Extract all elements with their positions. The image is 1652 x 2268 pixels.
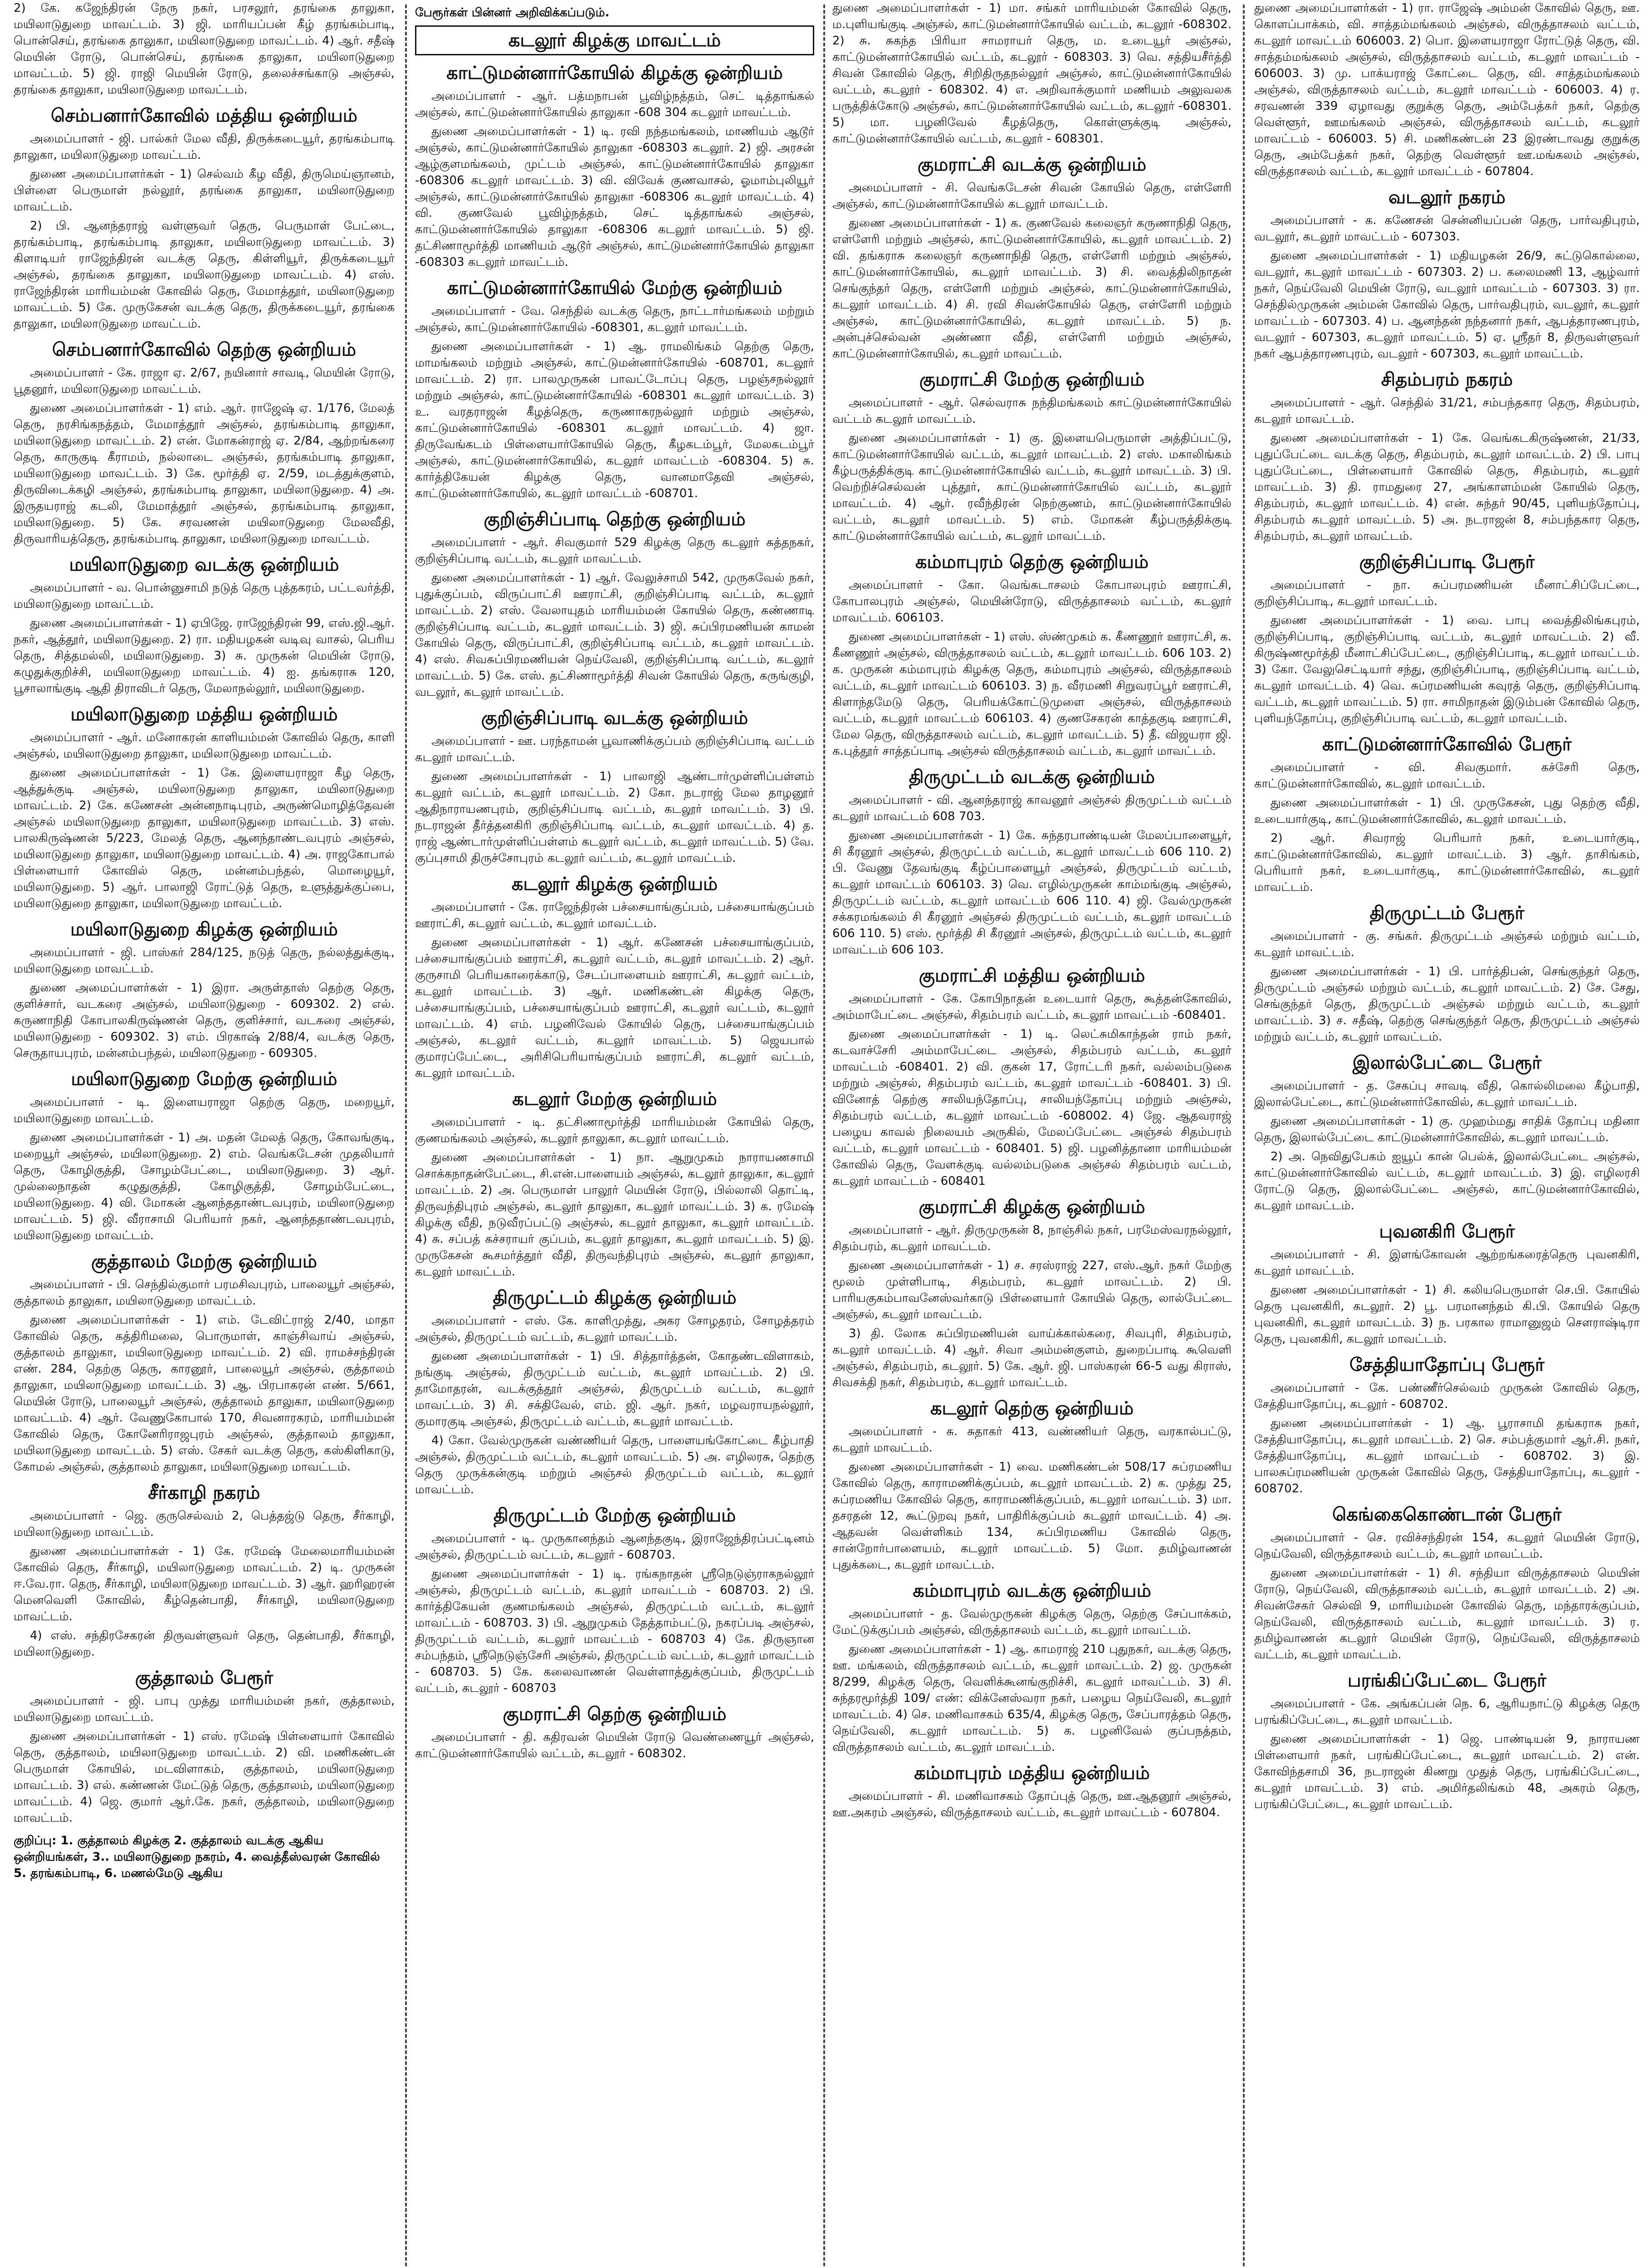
section-title: கம்மாபுரம் வடக்கு ஒன்றியம் [913, 1580, 1151, 1601]
section-paragraph: துணை அமைப்பாளர்கள் - 1) சி. சந்தியா விருத்தாசலம் மெயின் ரோடு, நெய்வேலி, விருத்தாசலம் வட்டம், கடலூர் மாவட்டம். 2) அ. சிவன்சேகர் செல்வி 9, மாரியம்மன் கோவில் தெரு, மந்தாரக்குப்பம், நெய்வேலி, விருத்தாசலம் வட்டம், கடலூர் மாவட்டம். 3) ர. தமிழ்வாணன் கடலூர் மெயின் ரோடு, நெய்வேலி, விருத்தாசலம் வட்டம், கடலூர் மாவட்டம். [1254, 1566, 1640, 1662]
section [14, 553, 395, 697]
footnote: குறிப்பு: 1. குத்தாலம் கிழக்கு 2. குத்தாலம் வடக்கு ஆகிய ஒன்றியங்கள், 3.. மயிலாடுதுறை நகரம், 4. வைத்தீஸ்வரன் கோவில் 5. தரங்கம்பாடி, 6. மணல்மேடு ஆகிய [14, 1834, 380, 1880]
section-paragraph: அமைப்பாளர் - நா. சுப்பரமணியன் மீனாட்சிப்பேட்டை, குறிஞ்சிப்பாடி, கடலூர் மாவட்டம். [1254, 578, 1640, 608]
section-title: திருமுட்டம் பேரூர் [1369, 903, 1525, 924]
section-paragraph: அமைப்பாளர் - டி. முருகானந்தம் ஆனந்தகுடி, இராஜேந்திரப்பட்டினம் அஞ்சல், திருமுட்டம் வட்டம், கடலூர் - 608703. [415, 1532, 814, 1562]
section-paragraph: துணை அமைப்பாளர்கள் - 1) டி. ரங்கநாதன் ஸ்ரீநெடுஞ்ராகநல்லூர் அஞ்சல், திருமுட்டம் வட்டம், கடலூர் மாவட்டம் - 608703. 2) பி. கார்த்திகேயன் குணமங்கலம் அஞ்சல், திருமுட்டம் வட்டம், கடலூர் மாவட்டம் - 608703. 3) பி. ஆறுமுகம் தேத்தாம்பட்டு, நகரப்படி அஞ்சல், திருமுட்டம் வட்டம், கடலூர் மாவட்டம் - 608703 4) கே. திருஞான சம்பந்தம், ஸ்ரீநெடுஞ்சேரி அஞ்சல், திருமுட்டம் வட்டம், கடலூர் மாவட்டம் - 608703. 5) கே. கலைவாணன் வெள்ளாத்துக்குப்பம், திருமுட்டம் வட்டம், கடலூர் - 608703 [415, 1567, 814, 1695]
section-paragraph: அமைப்பாளர் - கே. பண்ணீர்செல்வம் முருகன் கோவில் தெரு, சேத்தியாதோப்பு, கடலூர் - 608702. [1254, 1381, 1640, 1411]
column-divider [823, 5, 825, 2268]
section-title: கம்மாபுரம் மத்திய ஒன்றியம் [914, 1763, 1150, 1784]
section [14, 1250, 395, 1475]
section-title: கெங்கைகொண்டான் பேரூர் [1332, 1504, 1562, 1525]
section [14, 1667, 395, 1826]
section-paragraph: துணை அமைப்பாளர்கள் - 1) ஏபிஜே. ராஜேந்திரன் 99, எஸ்.ஜி.ஆர். நகர், ஆத்தூர், மயிலாடுதுறை. 2) ரா. மதியழகன் வடிவு வாசல், பெரிய தெரு, சித்தமல்லி, மயிலாடுதுறை. 3) சு. முருகன் மெயின் ரோடு, கழுதுக்குறிச்சி, மயிலாடுதுறை மாவட்டம். 4) ஐ. தங்கராசு 120, பூசாலாங்குடி ஆதி திராவிடர் தெரு, மேலாநல்லூர், மயிலாடுதுறை. [14, 616, 395, 695]
section-title: செம்பனார்கோவில் தெற்கு ஒன்றியம் [52, 339, 357, 360]
section [1254, 186, 1640, 362]
section [415, 1088, 814, 1280]
section [1254, 1220, 1640, 1347]
section-paragraph: 2) அ. நெவிதுபேகம் ஐயூப் கான் பெல்க், இலால்பேட்டை அஞ்சல், காட்டுமன்னார்கோவில் வட்டம், கடலூர் மாவட்டம். 3) இ. எழிலரசி ரோட்டு தெரு, இலால்பேட்டை அஞ்சல், காட்டுமன்னார்கோவில், கடலூர் மாவட்டம். [1254, 1150, 1640, 1212]
section-title: குத்தாலம் பேரூர் [135, 1667, 274, 1688]
section [415, 1286, 814, 1498]
section [832, 551, 1232, 759]
section [415, 1703, 814, 1762]
section-paragraph: அமைப்பாளர் - ஆர். மனோகரன் காளியம்மன் கோவில் தெரு, காளி அஞ்சல், மயிலாடுதுறை தாலுகா, மயிலாடுதுறை மாவட்டம். [14, 731, 395, 761]
section-paragraph: அமைப்பாளர் - ஆர். சிவகுமார் 529 கிழக்கு தெரு கடலூர் சுத்தநகர், குறிஞ்சிப்பாடி வட்டம், கடலூர் மாவட்டம். [415, 536, 814, 566]
section-paragraph: துணை அமைப்பாளர்கள் - 1) அ. மதன் மேலத் தெரு, கோவங்குடி, மறையூர் அஞ்சல், மயிலாடுதுறை. 2) எம். வெங்கடேசன் முதலியார் தெரு, கோழிகுத்தி, சோழம்பேட்டை, மயிலாடுதுறை. 3) ஆர். முல்லைநாதன் கழுதுகுத்தி, கோழிகுத்தி, சோழம்பேட்டை, மயிலாடுதுறை. 4) வி. மோகன் ஆனந்ததாண்டவபுரம், மயிலாடுதுறை மாவட்டம். 5) ஜி. வீராசாமி பெரியார் நகர், ஆனந்ததாண்டவபுரம், மயிலாடுதுறை மாவட்டம். [14, 1131, 395, 1242]
section [1254, 733, 1640, 895]
section-paragraph: துணை அமைப்பாளர்கள் - 1) பி. சித்தார்த்தன், கோதண்டவிளாகம், நங்குடி அஞ்சல், திருமுட்டம் வட்டம், கடலூர் மாவட்டம். 2) பி. தாமோதரன், வடக்குத்தூர் அஞ்சல், திருமுட்டம் வட்டம், கடலூர் மாவட்டம். 3) சி. சக்திவேல், எம். ஜி. ஆர். நகர், மழவராயநல்லூர், குமாரகுடி அஞ்சல், திருமுட்டம் வட்டம், கடலூர் மாவட்டம். [415, 1349, 814, 1428]
section-paragraph: துணை அமைப்பாளர்கள் - 1) செல்வம் கீழ வீதி, திருமெய்ஞானம், பிள்ளை பெருமாள் நல்லூர், தரங்கை தாலுகா, மயிலாடுதுறை மாவட்டம். [14, 167, 395, 214]
section-paragraph: அமைப்பாளர் - ஊ. பரந்தாமன் பூவாணிக்குப்பம் குறிஞ்சிப்பாடி வட்டம் கடலூர் மாவட்டம். [415, 734, 814, 764]
section [1254, 1051, 1640, 1214]
section-paragraph: அமைப்பாளர் - கே. ராஜா ஏ. 2/67, நயினார் சாவடி, மெயின் ரோடு, பூதனூர், மயிலாடுதுறை மாவட்டம். [14, 366, 395, 396]
section-paragraph: துணை அமைப்பாளர்கள் - 1) மதியழகன் 26/9, சுட்டுகொல்லை, வடலூர், கடலூர் மாவட்டம் - 607303. 2) ப. கலைமணி 13, ஆழ்வார் நகர், நெய்வேலி மெயின் ரோடு, வடலூர் மாவட்டம் - 607303. 3) ரா. செந்தில்முருகன் அம்மன் கோவில் தெரு, பார்வதிபுரம், வடலூர், கடலூர் மாவட்டம் - 607303. 4) ப. ஆனந்தன் நந்தனார் நகர், ஆபத்தாரணபுரம், வடலூர் - 607303, கடலூர் மாவட்டம். 5) ஏ. ஸ்ரீதர் 8, திருவள்ளுவர் நகர் ஆபத்தாரணபுரம், வடலூர் - 607303, கடலூர் மாவட்டம். [1254, 249, 1640, 361]
section-title: புவனகிரி பேரூர் [1379, 1221, 1515, 1242]
section-paragraph: அமைப்பாளர் - வி. சிவகுமார். கச்சேரி தெரு, காட்டுமன்னார்கோவில், கடலூர் மாவட்டம். [1254, 761, 1640, 791]
section-title: பரங்கிப்பேட்டை பேரூர் [1347, 1670, 1547, 1691]
section-paragraph: துணை அமைப்பாளர்கள் - 1) எம். ஆர். ராஜேஷ் ஏ. 1/176, மேலத் தெரு, நரசிங்கநத்தம், மேமாத்தூர் அஞ்சல், தரங்கம்பாடி தாலுகா, மயிலாடுதுறை மாவட்டம். 2) என். மோகன்ராஜ் ஏ. 2/84, ஆற்றங்கரை தெரு, காருகுடி கீராமம், நல்லாடை அஞ்சல், தரங்கம்பாடி தாலுகா, மயிலாடுதுறை மாவட்டம். 3) கே. மூர்த்தி ஏ. 2/59, மடத்துக்குளம், திருவிடைக்கழி அஞ்சல், தரங்கம்பாடி தாலுகா, மயிலாடுதுறை. 4) அ. இருதயராஜ் கடலி, மேமாத்தூர் அஞ்சல், தரங்கம்பாடி தாலுகா, மயிலாடுதுறை. 5) கே. சரவணன் மயிலாடுதுறை மேலவீதி, திருவாரியத்தெரு, தரங்கம்பாடி தாலுகா, மயிலாடுதுறை மாவட்டம். [14, 401, 395, 546]
column-3 [832, 0, 1232, 2268]
section-paragraph: துணை அமைப்பாளர்கள் - 1) ஆ. காமராஜ் 210 புதுநகர், வடக்கு தெரு, ஊ. மங்கலம், விருத்தாசலம் வட்டம், கடலூர் மாவட்டம். 2) ஜ. முருகன் 8/299, கிழக்கு தெரு, வெளிக்கூனங்குறிச்சி, கடலூர் மாவட்டம். 3) சி. சுந்தரமூர்த்தி 109/ எண்: விக்னேஸ்வரா நகர், பழைய நெய்வேலி, கடலூர் மாவட்டம். 4) செ. மணிவாசகம் 635/4, கிழக்கு தெரு, சேப்பாரத்தம் தெரு, நெய்வேலி, கடலூர் மாவட்டம். 5) க. பழனிவேல் குப்பநத்தம், விருத்தாசலம் வட்டம், கடலூர் மாவட்டம். [832, 1642, 1232, 1754]
section-paragraph: துணை அமைப்பாளர்கள் - 1) இரா. அருள்தாஸ் தெற்கு தெரு, குளிச்சார், வடகரை அஞ்சல், மயிலாடுதுறை - 609302. 2) எல். கருணாநிதி கோபாலகிருஷ்ணன் தெரு, குளிச்சார், வடகரை அஞ்சல், மயிலாடுதுறை - 609302. 3) எம். பிரகாஷ் 2/88/4, வடக்கு தெரு, செருதாயபுரம், மன்னம்பந்தல், மயிலாடுதுறை - 609305. [14, 981, 395, 1060]
section-paragraph: 2) கே. கஜேந்திரன் நேரு நகர், பரசலூர், தரங்கை தாலுகா, மயிலாடுதுறை மாவட்டம். 3) ஜி. மாரியப்பன் கீழ் தரங்கம்பாடி, பொன்செய், தரங்கை தாலுகா, மயிலாடுதுறை மாவட்டம். 4) ஆர். சதீஷ் மெயின் ரோடு, பொன்செய், தரங்கை தாலுகா, மயிலாடுதுறை மாவட்டம். 5) ஜி. ராஜி மெயின் ரோடு, தலைச்சங்காடு அஞ்சல், தரங்கை தாலுகா, மயிலாடுதுறை மாவட்டம். [14, 1, 395, 97]
section-paragraph: துணை அமைப்பாளர்கள் - 1) கு. இளையபெருமாள் அத்திப்பட்டு, காட்டுமன்னார்கோயில் வட்டம், கடலூர் மாவட்டம். 2) எஸ். மகாலிங்கம் கீழ்பருத்திக்குடி காட்டுமன்னார்கோயில் வட்டம், கடலூர் மாவட்டம். 3) பி. வெற்றிச்செல்வன் புத்தூர், காட்டுமன்னார்கோயில் வட்டம், கடலூர் மாவட்டம். 4) ஆர். ரவீந்திரன் நெற்குணம், காட்டுமன்னார்கோயில் வட்டம், கடலூர் மாவட்டம். 5) எம். மோகன் கீழ்பருத்திக்குடி காட்டுமன்னார்கோயில் வட்டம், கடலூர் மாவட்டம். [832, 431, 1232, 543]
section-paragraph: துணை அமைப்பாளர்கள் - 1) கே. வெங்கடகிருஷ்ணன், 21/33, புதுப்பேட்டை வடக்கு தெரு, சிதம்பரம், கடலூர் மாவட்டம். 2) பி. பாபு புதுப்பேட்டை, பிள்ளையார் கோவில் தெரு, சிதம்பரம், கடலூர் மாவட்டம். 3) தி. ராமதுரை 27, அங்காளம்மன் கோயில் தெரு, சிதம்பரம், கடலூர் மாவட்டம். 4) என். சுந்தர் 90/45, புளியந்தோப்பு, சிதம்பரம் கடலூர் மாவட்டம். 5) அ. நடராஜன் 8, சம்பந்தகார தெரு, சிதம்பரம், கடலூர் மாவட்டம். [1254, 431, 1640, 543]
section-paragraph: அமைப்பாளர் - கே. ராஜேந்திரன் பச்சையாங்குப்பம், பச்சையாங்குப்பம் ஊராட்சி, கடலூர் வட்டம், கடலூர் மாவட்டம். [415, 900, 814, 930]
section-paragraph: அமைப்பாளர் - டி. இளையராஜா தெற்கு தெரு, மறையூர், மயிலாடுதுறை மாவட்டம். [14, 1095, 395, 1125]
section-paragraph: துணை அமைப்பாளர்கள் - 1) ஆ. ராமலிங்கம் தெற்கு தெரு, மாமங்கலம் மற்றும் அஞ்சல், காட்டுமன்னார்கோயில் -608701, கடலூர் மாவட்டம். 2) ரா. பாலமுருகன் பாவட்டோப்பு தெரு, பழஞ்சநல்லூர் மற்றும் அஞ்சல், காட்டுமன்னார்கோயில் -608301 கடலூர் மாவட்டம். 3) உ. வரதராஜன் கீழத்தெரு, கருணாகரநல்லூர் மற்றும் அஞ்சல், காட்டுமன்னார்கோயில் -608301 கடலூர் மாவட்டம். 4) ஜா. திருவேங்கடம் பிள்ளையார்கோயில் தெரு, கீழகடம்பூர், மேலகடம்பூர் அஞ்சல், காட்டுமன்னார்கோயில், கடலூர் மாவட்டம் -608304. 5) சு. கார்த்திகேயன் கிழக்கு தெரு, வானமாதேவி அஞ்சல், காட்டுமன்னார்கோயில், கடலூர் மாவட்டம் -608701. [415, 340, 814, 500]
section [832, 368, 1232, 544]
section [1254, 1354, 1640, 1497]
section-title: இலால்பேட்டை பேரூர் [1352, 1052, 1542, 1073]
section-title: கம்மாபுரம் தெற்கு ஒன்றியம் [915, 552, 1149, 572]
section-paragraph: அமைப்பாளர் - பி. செந்தில்குமார் பரமசிவபுரம், பாலையூர் அஞ்சல், குத்தாலம் தாலுகா, மயிலாடுதுறை மாவட்டம். [14, 1278, 395, 1308]
section [415, 1504, 814, 1696]
section-paragraph: துணை அமைப்பாளர்கள் - 1) கே. சுந்தரபாண்டியன் மேலப்பாளையூர், சி கீரனூர் அஞ்சல், திருமுட்டம் வட்டம், கடலூர் மாவட்டம் 606 110. 2) பி. வேணு தேவங்குடி கீழ்ப்பாளையூர் அஞ்சல், திருமுட்டம் வட்டம், கடலூர் மாவட்டம் 606103. 3) வெ. எழில்முருகன் காம்மங்குடி அஞ்சல், திருமுட்டம் வட்டம், கடலூர் மாவட்டம் 606 110. 4) ஜி. வேல்முருகன் சக்கரமங்கலம் சி கீரனூர் அஞ்சல் திருமுட்டம் வட்டம், கடலூர் மாவட்டம் 606 110. 5) எஸ். மூர்த்தி சி கீரனூர் அஞ்சல், திருமுட்டம் வட்டம், கடலூர் மாவட்டம் 606 103. [832, 829, 1232, 957]
section [14, 338, 395, 547]
section [14, 1068, 395, 1244]
section [832, 1579, 1232, 1755]
section [1254, 902, 1640, 1045]
column-1 [14, 0, 395, 2268]
section [14, 0, 395, 98]
district-header: கடலூர் கிழக்கு மாவட்டம் [415, 25, 814, 55]
top-note: பேரூர்கள் பின்னர் அறிவிக்கப்படும். [415, 6, 610, 20]
section-paragraph: அமைப்பாளர் - ஆர். திருமுருகன் 8, நாஞ்சில் நகர், பரமேஸ்வரநல்லூர், சிதம்பரம், கடலூர் மாவட்டம். [832, 1223, 1232, 1253]
section-paragraph: துணை அமைப்பாளர்கள் - 1) ஆர். வேலுச்சாமி 542, முருகவேல் நகர், புதுக்குப்பம், விருப்பாட்சி ஊராட்சி, குறிஞ்சிப்பாடி வட்டம், கடலூர் மாவட்டம். 2) எஸ். வேலாயுதம் மாரியம்மன் கோயில் தெரு, கண்ணாடி குறிஞ்சிப்பாடி வட்டம், கடலூர் மாவட்டம். 3) ஜி. சுப்பிரமணியன் காமன் கோயில் தெரு, விருப்பாட்சி, குறிஞ்சிப்பாடி வட்டம், கடலூர் மாவட்டம். 4) எஸ். சிவசுப்பிரமணியன் நெய்வேலி, குறிஞ்சிப்பாடி வட்டம், கடலூர் மாவட்டம். 5) கே. எஸ். தட்சிணாமூர்த்தி சிவன் கோயில் தெரு, கருங்குழி, வடலூர், கடலூர் மாவட்டம். [415, 571, 814, 699]
section-paragraph: 2) பி. ஆனந்தராஜ் வள்ளுவர் தெரு, பெருமாள் பேட்டை, தரங்கம்பாடி, தரங்கம்பாடி தாலுகா, மயிலாடுதுறை மாவட்டம். 3) கிளாடியர் ராஜேந்திரன் வடக்கு தெரு, கிள்ளியூர், திருக்கடையூர் அஞ்சல், தரங்கை தாலுகா, மயிலாடுதுறை மாவட்டம். 4) எஸ். ராஜேந்திரன் மாரியம்மன் கோவில் தெரு, மேமாத்தூர், மயிலாடுதுறை மாவட்டம். 5) கே. முருகேசன் வடக்கு தெரு, திருக்கடையூர், தரங்கை தாலுகா, மயிலாடுதுறை மாவட்டம். [14, 219, 395, 331]
section [1254, 551, 1640, 727]
section-paragraph: அமைப்பாளர் - கே. அங்கப்பன் நெ. 6, ஆரியநாட்டு கிழக்கு தெரு பரங்கிப்பேட்டை, கடலூர் மாவட்டம். [1254, 1697, 1640, 1727]
section-paragraph: அமைப்பாளர் - ஜி. பாபு முத்து மாரியம்மன் நகர், குத்தாலம், மயிலாடுதுறை மாவட்டம். [14, 1694, 395, 1724]
column-divider [405, 5, 407, 2268]
section [832, 1196, 1232, 1391]
section [832, 1762, 1232, 1821]
column-divider [1243, 5, 1245, 2268]
section-title: மயிலாடுதுறை கிழக்கு ஒன்றியம் [70, 919, 338, 940]
section-paragraph: அமைப்பாளர் - ஆர். செல்வராசு நந்திமங்கலம் காட்டுமன்னார்கோயில் வட்டம் கடலூர் மாவட்டம். [832, 396, 1232, 426]
section-title: காட்டுமன்னார்கோயில் மேற்கு ஒன்றியம் [447, 278, 782, 298]
section-paragraph: அமைப்பாளர் - சி. இளங்கோவன் ஆற்றங்கரைத்தெரு புவனகிரி, கடலூர் மாவட்டம். [1254, 1248, 1640, 1278]
section-title: வடலூர் நகரம் [1388, 187, 1505, 208]
column-2 [415, 0, 814, 2268]
section [1254, 1503, 1640, 1663]
section-paragraph: அமைப்பாளர் - த. சேகப்பு சாவடி வீதி, கொல்லிமலை கீழ்பாதி, இலால்பேட்டை, காட்டுமன்னார்கோவில், கடலூர் மாவட்டம். [1254, 1079, 1640, 1109]
section [415, 62, 814, 270]
section-paragraph: துணை அமைப்பாளர்கள் - 1) பாலாஜி ஆண்டார்முள்ளிப்பள்ளம் கடலூர் வட்டம், கடலூர் மாவட்டம். 2) கோ. நடராஜ் மேல தாழனூர் ஆதிநாராயணபுரம், குறிஞ்சிப்பாடி வட்டம், கடலூர் மாவட்டம். 3) பி. நடராஜன் தீர்த்தனகிரி குறிஞ்சிப்பாடி வட்டம், கடலூர் மாவட்டம். 4) த. ராஜ் ஆண்டார்முள்ளிப்பள்ளம் கடலூர் வட்டம், கடலூர் மாவட்டம். 5) வே. குப்புசாமி திருச்சோபுரம் கடலூர் வட்டம், கடலூர் மாவட்டம். [415, 770, 814, 865]
section-title: கடலூர் மேற்கு ஒன்றியம் [512, 1089, 717, 1110]
section [1254, 368, 1640, 544]
section-paragraph: துணை அமைப்பாளர்கள் - 1) எம். டேவிட்ராஜ் 2/40, மாதா கோவில் தெரு, கத்திரிமலை, பொருமாள், காஞ்சிவாய் அஞ்சல், குத்தாலம் தாலுகா, மயிலாடுதுறை மாவட்டம். 2) வி. ராமச்சந்திரன் எண். 284, தெற்கு தெரு, காரனூர், பாலையூர் அஞ்சல், குத்தாலம் தாலுகா, மயிலாடுதுறை மாவட்டம். 3) ஆ. பிரபாகரன் எண். 5/661, மெயின் ரோடு, பாலையூர் அஞ்சல், குத்தாலம் தாலுகா, மயிலாடுதுறை மாவட்டம். 4) ஆர். வேணுகோபால் 170, சிவனாரகரம், மாரியம்மன் கோவில் தெரு, கோனேரிராஜபுரம் அஞ்சல், குத்தாலம் தாலுகா, மயிலாடுதுறை மாவட்டம். 5) எஸ். சேகர் வடக்கு தெரு, கஸ்கிளிகாடு, கோமல் அஞ்சல், குத்தாலம் தாலுகா, மயிலாடுதுறை மாவட்டம். [14, 1313, 395, 1474]
section [832, 1397, 1232, 1573]
section-paragraph: அமைப்பாளர் - டி. தட்சிணாமூர்த்தி மாரியம்மன் கோயில் தெரு, குணமங்கலம் அஞ்சல், கடலூர் தாலுகா, கடலூர் மாவட்டம். [415, 1115, 814, 1145]
section-paragraph: 4) எஸ். சந்திரசேகரன் திருவள்ளுவர் தெரு, தென்பாதி, சீர்காழி, மயிலாடுதுறை. [14, 1629, 395, 1659]
section [14, 1481, 395, 1660]
section-paragraph: துணை அமைப்பாளர்கள் - 1) டி. ரவி நந்தமங்கலம், மாணியம் ஆடூர் அஞ்சல், காட்டுமன்னார்கோயில் தாலுகா -608303 கடலூர். 2) ஜி. அரசன் ஆழ்குளமங்கலம், முட்டம் அஞ்சல், காட்டுமன்னார்கோயில் தாலுகா -608306 கடலூர் மாவட்டம். 3) வி. விவேக் குணவாசல், ஓமாம்புலியூர் அஞ்சல், காட்டுமன்னார்கோயில் தாலுகா -608306 கடலூர் மாவட்டம். 4) வி. குணவேல் பூவிழ்நத்தம், செட் டித்தாங்கல் அஞ்சல், காட்டுமன்னார்கோயில் தாலுகா -608306 கடலூர் மாவட்டம். 5) ஜி. தட்சிணாமூர்த்தி மாணியம் ஆடூர் அஞ்சல், காட்டுமன்னார்கோயில் தாலுகா -608303 கடலூர் மாவட்டம். [415, 125, 814, 269]
section [832, 766, 1232, 958]
section-title: குறிஞ்சிப்பாடி தெற்கு ஒன்றியம் [484, 509, 746, 530]
section-paragraph: துணை அமைப்பாளர்கள் - 1) பி. பார்த்திபன், செங்குந்தர் தெரு, திருமுட்டம் அஞ்சல் மற்றும் வட்டம், கடலூர் மாவட்டம். 2) சே. சேது, செங்குந்தர் தெரு, திருமுட்டம் அஞ்சல் மற்றும் வட்டம், கடலூர் மாவட்டம். 3) ச. சதீஷ், தெற்கு செங்குந்தர் தெரு, திருமுட்டம் அஞ்சல் மற்றும் வட்டம், கடலூர் மாவட்டம். [1254, 965, 1640, 1044]
section-title: குறிஞ்சிப்பாடி வடக்கு ஒன்றியம் [481, 708, 748, 728]
section [1254, 1669, 1640, 1813]
section-paragraph: அமைப்பாளர் - எஸ். கே. காளிமுத்து, அகர சோழதரம், சோழத்தரம் அஞ்சல், திருமுட்டம் வட்டம், கடலூர் மாவட்டம். [415, 1314, 814, 1344]
section-title: குத்தாலம் மேற்கு ஒன்றியம் [91, 1251, 317, 1272]
section-paragraph: அமைப்பாளர் - ஆர். செந்தில் 31/21, சம்பந்தகார தெரு, சிதம்பரம், கடலூர் மாவட்டம். [1254, 396, 1640, 426]
section-paragraph: அமைப்பாளர் - கே. கோபிநாதன் உடையார் தெரு, கூத்தன்கோவில், அம்மாபேட்டை அஞ்சல், சிதம்பரம் வட்டம், கடலூர் மாவட்டம் -608401. [832, 992, 1232, 1022]
section-title: கடலூர் தெற்கு ஒன்றியம் [930, 1398, 1134, 1419]
section-paragraph: துணை அமைப்பாளர்கள் - 1) வை. மணிகண்டன் 508/17 சுப்ரமணிய கோவில் தெரு, காராமணிக்குப்பம், கடலூர் மாவட்டம். 2) க. முத்து 25, சுப்ரமணிய கோவில் தெரு, காராமணிக்குப்பம், கடலூர் மாவட்டம். 3) மா. தசரதன் 12, கூட்டுறவு நகர், பாதிரிக்குப்பம் கடலூர் மாவட்டம். 4) அ. ஆதவன் வெள்ளிகம் 134, சுப்பிரமணிய கோவில் தெரு, சான்றோர்பாளையம், கடலூர் மாவட்டம். 5) மோ. தமிழ்வாணன் புதுக்கடை, கடலூர் மாவட்டம். [832, 1460, 1232, 1572]
section [415, 277, 814, 502]
column-4 [1254, 0, 1640, 2268]
section-title: மயிலாடுதுறை மத்திய ஒன்றியம் [70, 704, 338, 725]
section-paragraph: துணை அமைப்பாளர்கள் - 1) ஆர். கணேசன் பச்சையாங்குப்பம், பச்சையாங்குப்பம் ஊராட்சி, கடலூர் வட்டம், கடலூர் மாவட்டம். 2) ஆர். குருசாமி பெரியகாரைக்காடு, சேடப்பாளையம் ஊராட்சி, கடலூர் வட்டம், கடலூர் மாவட்டம். 3) ஆர். மணிகண்டன் கிழக்கு தெரு, பச்சையாங்குப்பம், பச்சையாங்குப்பம் ஊராட்சி, கடலூர் வட்டம், கடலூர் மாவட்டம். 4) எம். பழனிவேல் கோயில் தெரு, பச்சையாங்குப்பம் அஞ்சல், கடலூர் வட்டம், கடலூர் மாவட்டம். 5) ஜெயபால் குமாரப்பேட்டை, அரிசிபெரியாங்குப்பம் ஊராட்சி, கடலூர் வட்டம், கடலூர் மாவட்டம். [415, 936, 814, 1080]
section-paragraph: துணை அமைப்பாளர்கள் - 1) எஸ். ஸ்ண்முகம் க. கீணணூர் ஊராட்சி, க. கீணணூர் அஞ்சல், விருத்தாசலம் வட்டம், கடலூர் மாவட்டம். 606 103. 2) க. முருகன் கம்மாபுரம் கிழக்கு தெரு, கம்மாபுரம் அஞ்சல், விருத்தாசலம் வட்டம், கடலூர் மாவட்டம் 606103. 3) ந. வீரமணி சிறுவரப்பூர் ஊராட்சி, கிளாந்தமேடு தெரு, பெரியக்கோட்டுமுளை அஞ்சல், விருத்தாசலம் வட்டம், கடலூர் மாவட்டம் 606103. 4) குணசேகரன் காத்தகுடி ஊராட்சி, மேல தெரு, விருத்தாசலம் வட்டம், கடலூர் மாவட்டம். 5) தீ. விஜயரா ஜி. க.புத்தூர் சாத்தப்பாடி அஞ்சல் விருத்தாசலம் வட்டம், கடலூர் மாவட்டம். [832, 630, 1232, 758]
section-paragraph: 3) தி. லோக சுப்பிரமணியன் வாய்க்கால்கரை, சிவபுரி, சிதம்பரம், கடலூர் மாவட்டம். 4) ஆர். சிவா அம்மன்குளம், துறைப்பாடி கூவெளி அஞ்சல், சிதம்பரம், கடலூர். 5) கே. ஆர். ஜி. பாஸ்கரன் 66-5 வது கிராஸ், சிவசக்தி நகர், சிதம்பரம், கடலூர் மாவட்டம். [832, 1327, 1232, 1389]
section-title: குமராட்சி மத்திய ஒன்றியம் [919, 965, 1145, 986]
section [832, 964, 1232, 1189]
section-title: குமராட்சி தெற்கு ஒன்றியம் [503, 1704, 727, 1725]
section [14, 918, 395, 1061]
section-paragraph: அமைப்பாளர் - செ. ரவிச்சந்திரன் 154, கடலூர் மெயின் ரோடு, நெய்வேலி, விருத்தாசலம் வட்டம், கடலூர் மாவட்டம். [1254, 1531, 1640, 1561]
section-title: கடலூர் கிழக்கு ஒன்றியம் [511, 874, 718, 894]
section-paragraph: அமைப்பாளர் - ஜி. பால்கர் மேல வீதி, திருக்கடையூர், தரங்கம்பாடி தாலுகா, மயிலாடுதுறை மாவட்டம். [14, 132, 395, 162]
section-paragraph: அமைப்பாளர் - சி. வெங்கடேசன் சிவன் கோயில் தெரு, எள்ளேரி அஞ்சல், காட்டுமன்னார்கோயில் கடலூர் மாவட்டம். [832, 181, 1232, 211]
section-paragraph: துணை அமைப்பாளர்கள் - 1) ச. சரஸ்ராஜ் 227, எஸ்.ஆர். நகர் மேற்கு மூலம் முள்ளிபாடி, சிதம்பரம், கடலூர் மாவட்டம். 2) பி. பாரியகுகம்பாவனேஸ்வர்காடு பிள்ளையார் கோயில் தெரு, லால்பேட்டை அஞ்சல், கடலூர் மாவட்டம். [832, 1259, 1232, 1321]
section [415, 508, 814, 700]
section-paragraph: துணை அமைப்பாளர்கள் - 1) ஜெ. பாண்டியன் 9, நாராயண பிள்ளையார் நகர், பரங்கிப்பேட்டை, கடலூர் மாவட்டம். 2) என். கோவிந்தசாமி 36, நடராஜன் கிணறு முதுத் தெரு, பரங்கிப்பேட்டை, கடலூர் மாவட்டம். 3) எம். அமிர்தலிங்கம் 48, அகரம் தெரு, பரங்கிப்பேட்டை, கடலூர் மாவட்டம். [1254, 1732, 1640, 1811]
section-paragraph: அமைப்பாளர் - கோ. வெங்கடாசலம் கோபாலபுரம் ஊராட்சி, கோபாலபுரம் அஞ்சல், மெயின்ரோடு, விருத்தாசலம் வட்டம், கடலூர் மாவட்டம். 606103. [832, 578, 1232, 625]
section-title: மயிலாடுதுறை மேற்கு ஒன்றியம் [71, 1069, 337, 1090]
section-title: குமராட்சி வடக்கு ஒன்றியம் [917, 154, 1147, 175]
section-title: மயிலாடுதுறை வடக்கு ஒன்றியம் [69, 554, 339, 575]
section [415, 873, 814, 1081]
section-title: காட்டுமன்னார்கோயில் கிழக்கு ஒன்றியம் [446, 63, 783, 83]
section-paragraph: துணை அமைப்பாளர்கள் - 1) கே. இளையராஜா கீழ தெரு, ஆத்துக்குடி அஞ்சல், மயிலாடுதுறை தாலுகா, மயிலாடுதுறை மாவட்டம். 2) கே. கணேசன் அன்னநாடிபுரம், அருண்மொழித்தேவன் அஞ்சல் மயிலாடுதுறை தாலுகா, மயிலாடுதுறை மாவட்டம். 3) எஸ். பாலகிருஷ்ணன் 5/223, மேலத் தெரு, ஆனந்தாண்டவபுரம் அஞ்சல், மயிலாடுதுறை தாலுகா, மயிலாடுதுறை மாவட்டம். 4) அ. ராஜகோபால் பிள்ளையார் கோவில் தெரு, மன்னம்பந்தல், மொழையூர், மயிலாடுதுறை. 5) ஆர். பாலாஜி ரோட்டுத் தெரு, உளுத்துக்குப்பை, மயிலாடுதுறை தாலுகா, மயிலாடுதுறை மாவட்டம். [14, 766, 395, 910]
section [14, 104, 395, 332]
section-title: சிதம்பரம் நகரம் [1381, 369, 1513, 390]
section-paragraph: துணை அமைப்பாளர்கள் - 1) கே. ரமேஷ் மேலைமாரியம்மன் கோவில் தெரு, சீர்காழி, மயிலாடுதுறை மாவட்டம். 2) டி. முருகன் ஈ.வே.ரா. தெரு, சீர்காழி, மயிலாடுதுறை மாவட்டம். 3) ஆர். ஹரிஹரன் மெனவெளி கோவில், கீழ்தென்பாதி, சீர்காழி, மயிலாடுதுறை மாவட்டம். [14, 1545, 395, 1623]
section-title: செம்பனார்கோவில் மத்திய ஒன்றியம் [51, 105, 357, 126]
section-title: சீர்காழி நகரம் [148, 1482, 260, 1503]
section-paragraph: அமைப்பாளர் - தி. கதிரவன் மெயின் ரோடு வெண்ணையூர் அஞ்சல், காட்டுமன்னார்கோயில் வட்டம், கடலூர் - 608302. [415, 1730, 814, 1760]
section-paragraph: துணை அமைப்பாளர்கள் - 1) க. குணவேல் கலைஞர் கருணாநிதி தெரு, எள்ளேரி மற்றும் அஞ்சல், காட்டுமன்னார்கோயில், கடலூர் மாவட்டம். 2) வி. தங்கராசு கலைஞர் கருணாநிதி தெரு, எள்ளேரி மற்றும் அஞ்சல், காட்டுமன்னார்கோயில், கடலூர் மாவட்டம். 3) சி. வைத்திலிநாதன் செங்குந்தர் தெரு, எள்ளேரி மற்றும் அஞ்சல், காட்டுமன்னார்கோயில், கடலூர் மாவட்டம். 4) சி. ரவி சிவன்கோயில் தெரு, எள்ளேரி மற்றும் அஞ்சல், காட்டுமன்னார்கோயில், கடலூர் மாவட்டம். 5) ந. அன்புச்செல்வன் அண்ணா வீதி, எள்ளேரி மற்றும் அஞ்சல், காட்டுமன்னார்கோயில், கடலூர் மாவட்டம். [832, 216, 1232, 361]
section-paragraph: துணை அமைப்பாளர்கள் - 1) பி. முருகேசன், புது தெற்கு வீதி, உடையார்குடி, காட்டுமன்னார்கோவில், கடலூர் மாவட்டம். [1254, 796, 1640, 826]
section-paragraph: அமைப்பாளர் - ஜெ. குருசெல்வம் 2, பெத்தஜ்டு தெரு, சீர்காழி, மயிலாடுதுறை மாவட்டம். [14, 1509, 395, 1539]
section-title: காட்டுமன்னார்கோவில் பேரூர் [1322, 734, 1572, 755]
section [14, 703, 395, 912]
section-paragraph: அமைப்பாளர் - கு. சங்கர். திருமுட்டம் அஞ்சல் மற்றும் வட்டம், கடலூர் மாவட்டம். [1254, 929, 1640, 959]
section [832, 153, 1232, 362]
section-paragraph: துணை அமைப்பாளர்கள் - 1) ஆ. பூராசாமி தங்கராசு நகர், சேத்தியாதோப்பு, கடலூர் மாவட்டம். 2) செ. சம்பத்குமார் ஆர்.சி. நகர், சேத்தியாதோப்பு, கடலூர் மாவட்டம் - 608702. 3) இ. பாலசுப்ரமணியன் முருகன் கோவில் தெரு, சேத்தியாதோப்பு, கடலூர் - 608702. [1254, 1417, 1640, 1496]
section [832, 0, 1232, 147]
section-paragraph: அமைப்பாளர் - த. வேல்முருகன் கிழக்கு தெரு, தெற்கு சேப்பாக்கம், மேட்டுக்குப்பம் அஞ்சல், விருத்தாசலம் வட்டம், கடலூர் மாவட்டம். [832, 1607, 1232, 1637]
section-paragraph: அமைப்பாளர் - ஆர். பத்மநாபன் பூவிழ்நத்தம், செட் டித்தாங்கல் அஞ்சல், காட்டுமன்னார்கோயில் தாலுகா -608 304 கடலூர் மாவட்டம். [415, 89, 814, 119]
section-title: குறிஞ்சிப்பாடி பேரூர் [1359, 552, 1535, 572]
section-paragraph: அமைப்பாளர் - வ. பொன்னுசாமி நடுத் தெரு புத்தகரம், பட்டவர்த்தி, மயிலாடுதுறை மாவட்டம். [14, 581, 395, 611]
section-paragraph: 2) ஆர். சிவராஜ் பெரியார் நகர், உடையார்குடி, காட்டுமன்னார்கோவில், கடலூர் மாவட்டம். 3) ஆர். தாசிங்கம், பெரியார் நகர், உடையார்குடி, காட்டுமன்னார்கோவில், கடலூர் மாவட்டம். [1254, 831, 1640, 894]
section-paragraph: துணை அமைப்பாளர்கள் - 1) டி. லெட்சுமிகாந்தன் ராம் நகர், கடவாச்சேரி அம்மாபேட்டை அஞ்சல், சிதம்பரம் வட்டம், கடலூர் மாவட்டம் -608401. 2) வி. குகன் 17, ரோட்டரி நகர், வல்லம்படுகை மற்றும் அஞ்சல், சிதம்பரம் வட்டம், கடலூர் மாவட்டம் -608401. 3) பி. வினோத் தெற்கு சாலியந்தோப்பு, சாலியந்தோப்பு மற்றும் அஞ்சல், சிதம்பரம் வட்டம், கடலூர் மாவட்டம் -608002. 4) ஜே. ஆதவராஜ் பழைய காவல் நிலையம் அருகில், மேலப்பேட்டை அஞ்சல் சிதம்பரம் வட்டம், கடலூர் மாவட்டம் - 608401. 5) ஜி. பழனித்தானா மாரியம்மன் கோவில் தெரு, வேளக்குடி வல்லம்படுகை அஞ்சல் சிதம்பரம் வட்டம், கடலூர் மாவட்டம் - 608401 [832, 1027, 1232, 1188]
section-paragraph: துணை அமைப்பாளர்கள் - 1) ரா. ராஜேஷ் அம்மன் கோவில் தெரு, ஊ. கொளப்பாக்கம், வி. சாத்தம்மங்கலம் அஞ்சல், விருத்தாசலம் வட்டம், கடலூர் மாவட்டம் 606003. 2) பொ. இளையராஜா ரோட்டுத் தெரு, வி. சாத்தம்மங்கலம் அஞ்சல், விருத்தாசலம் வட்டம், கடலூர் மாவட்டம் - 606003. 3) மு. பாக்யராஜ் கோட்டை தெரு, வி. சாத்தம்மங்கலம் அஞ்சல், விருத்தாசலம் வட்டம், கடலூர் மாவட்டம் - 606003. 4) ர. சரவணன் 339 ஏழாவது குறுக்கு தெரு, அம்பேத்கர் நகர், தெற்கு வெள்ளூர், ஊமங்கலம் அஞ்சல், விருத்தாசலம் வட்டம், கடலூர் மாவட்டம் - 606003. 5) சி. மணிகண்டன் 23 இரண்டாவது குறுக்கு தெரு, அம்பேத்கர் நகர், தெற்கு வெள்ளூர் ஊ.மங்கலம் அஞ்சல், விருத்தாசலம் வட்டம், கடலூர் மாவட்டம் - 607804. [1254, 1, 1640, 178]
section-paragraph: துணை அமைப்பாளர்கள் - 1) வை. பாபு வைத்திலிங்கபுரம், குறிஞ்சிப்பாடி, குறிஞ்சிப்பாடி வட்டம், கடலூர் மாவட்டம். 2) வீ. கிருஷ்ணமூர்த்தி மீனாட்சிப்பேட்டை, குறிஞ்சிப்பாடி, கடலூர் மாவட்டம். 3) கோ. வேலுசெட்டியார் சந்து, குறிஞ்சிப்பாடி, குறிஞ்சிப்பாடி வட்டம், கடலூர் மாவட்டம். 4) வெ. சுப்ரமணியன் கவுரத் தெரு, குறிஞ்சிப்பாடி வட்டம், கடலூர் மாவட்டம். 5) ரா. சாமிநாதன் இடும்பன் கோவில் தெரு, புளியந்தோப்பு, குறிஞ்சிப்பாடி வட்டம், கடலூர் மாவட்டம். [1254, 614, 1640, 725]
section [1254, 0, 1640, 180]
section-paragraph: 4) கோ. வேல்முருகன் வண்ணியர் தெரு, பாளையங்கோட்டை கீழ்பாதி அஞ்சல், திருமுட்டம் வட்டம், கடலூர் மாவட்டம். 5) அ. எழிலரசு, தெற்கு தெரு முருக்கன்குடி மற்றும் அஞ்சல் திருமுட்டம் வட்டம், கடலூர் மாவட்டம். [415, 1434, 814, 1496]
section-title: திருமுட்டம் மேற்கு ஒன்றியம் [493, 1505, 736, 1526]
section-title: சேத்தியாதோப்பு பேரூர் [1349, 1354, 1544, 1375]
section-paragraph: துணை அமைப்பாளர்கள் - 1) எஸ். ரமேஷ் பிள்ளையார் கோவில் தெரு, குத்தாலம், மயிலாடுதுறை மாவட்டம். 2) வி. மணிகண்டன் பெருமாள் கோயில், மடவிளாகம், குத்தாலம், மயிலாடுதுறை மாவட்டம். 3) எல். கண்ணன் மேட்டுத் தெரு, குத்தாலம், மயிலாடுதுறை மாவட்டம். 4) ஜெ. குமார் ஆர்.கே. நகர், குத்தாலம், மயிலாடுதுறை மாவட்டம். [14, 1730, 395, 1825]
section-paragraph: துணை அமைப்பாளர்கள் - 1) கு. முஹம்மது சாதிக் தோப்பு மதினா தெரு, இலால்பேட்டை காட்டுமன்னார்கோவில், கடலூர் மாவட்டம். [1254, 1114, 1640, 1144]
section-title: திருமுட்டம் வடக்கு ஒன்றியம் [909, 767, 1155, 787]
section-paragraph: அமைப்பாளர் - சு. சுதாகர் 413, வண்ணியர் தெரு, வரகால்பட்டு, கடலூர் மாவட்டம். [832, 1425, 1232, 1455]
section [415, 707, 814, 866]
section-paragraph: அமைப்பாளர் - வே. செந்தில் வடக்கு தெரு, நாட்டார்மங்கலம் மற்றும் அஞ்சல், காட்டுமன்னார்கோயில் -608301, கடலூர் மாவட்டம். [415, 304, 814, 334]
section-paragraph: துணை அமைப்பாளர்கள் - 1) நா. ஆறுமுகம் நாராயணசாமி சொக்கநாதன்பேட்டை, சி.என்.பாளையம் அஞ்சல், கடலூர் தாலுகா, கடலூர் மாவட்டம். 2) அ. பெருமாள் பாலூர் மெயின் ரோடு, பில்லாலி தொட்டி, திருவந்திபுரம் அஞ்சல், கடலூர் தாலுகா, கடலூர் மாவட்டம். 3) க. ரமேஷ் கிழக்கு வீதி, நடுவீரப்பட்டு அஞ்சல், கடலூர் தாலுகா, கடலூர் மாவட்டம். 4) சு. சப்பத் கச்சராயர் குப்பம், கடலூர் தாலுகா, கடலூர் மாவட்டம். 5) இ. முருகேசன் கூசமர்த்தூர் வீதி, திருவந்திபுரம் அஞ்சல், கடலூர் தாலுகா, கடலூர் மாவட்டம். [415, 1151, 814, 1279]
section-title: குமராட்சி மேற்கு ஒன்றியம் [919, 369, 1145, 390]
section-paragraph: அமைப்பாளர் - ஜி. பாஸ்கர் 284/125, நடுத் தெரு, நல்லத்துக்குடி, மயிலாடுதுறை மாவட்டம். [14, 946, 395, 976]
section-title: திருமுட்டம் கிழக்கு ஒன்றியம் [493, 1287, 737, 1308]
section-paragraph: துணை அமைப்பாளர்கள் - 1) சி. கலியபெருமாள் செ.பி. கோயில் தெரு புவனகிரி, கடலூர். 2) பூ. பரமானந்தம் கி.பி. கோயில் தெரு புவனகிரி, கடலூர் மாவட்டம். 3) ந. பரகால ராமானுஜம் சௌராஷ்டிரா தெரு, புவனகிரி, கடலூர் மாவட்டம். [1254, 1283, 1640, 1346]
section-paragraph: அமைப்பாளர் - க. கணேசன் சென்னியப்பன் தெரு, பார்வதிபுரம், வடலூர், கடலூர் மாவட்டம் - 607303. [1254, 214, 1640, 244]
section-paragraph: அமைப்பாளர் - வி. ஆனந்தராஜ் காவனூர் அஞ்சல் திருமுட்டம் வட்டம் கடலூர் மாவட்டம் 608 703. [832, 793, 1232, 823]
section-title: குமராட்சி கிழக்கு ஒன்றியம் [919, 1197, 1145, 1217]
section-paragraph: அமைப்பாளர் - சி. மணிவாசகம் தோப்புத் தெரு, ஊ.ஆதனூர் அஞ்சல், ஊ.அகரம் அஞ்சல், விருத்தாசலம் வட்டம், கடலூர் மாவட்டம் - 607804. [832, 1789, 1232, 1819]
section-paragraph: துணை அமைப்பாளர்கள் - 1) மா. சங்கர் மாரியம்மன் கோவில் தெரு, ம.புளியங்குடி அஞ்சல், காட்டுமன்னார்கோயில் வட்டம், கடலூர் -608302. 2) சு. சுகந்த பிரியா சாமராயர் தெரு, ம. உடையூர் அஞ்சல், காட்டுமன்னார்கோயில் வட்டம், கடலூர் - 608303. 3) வெ. சத்தியசீர்த்தி சிவன் கோவில் தெரு, சிறிதிருதநல்லூர் அஞ்சல், காட்டுமன்னார்கோயில் வட்டம், கடலூர் - 608302. 4) எ. அறிவாக்குமார் மணியம் அலுவலக பருத்திக்கோடு அஞ்சல், காட்டுமன்னார்கோயில் வட்டம், கடலூர் -608301. 5) மா. பழனிவேல் கீழத்தெரு, கொள்ளுக்குடி அஞ்சல், காட்டுமன்னார்கோயில் வட்டம், கடலூர் - 608301. [832, 1, 1232, 146]
